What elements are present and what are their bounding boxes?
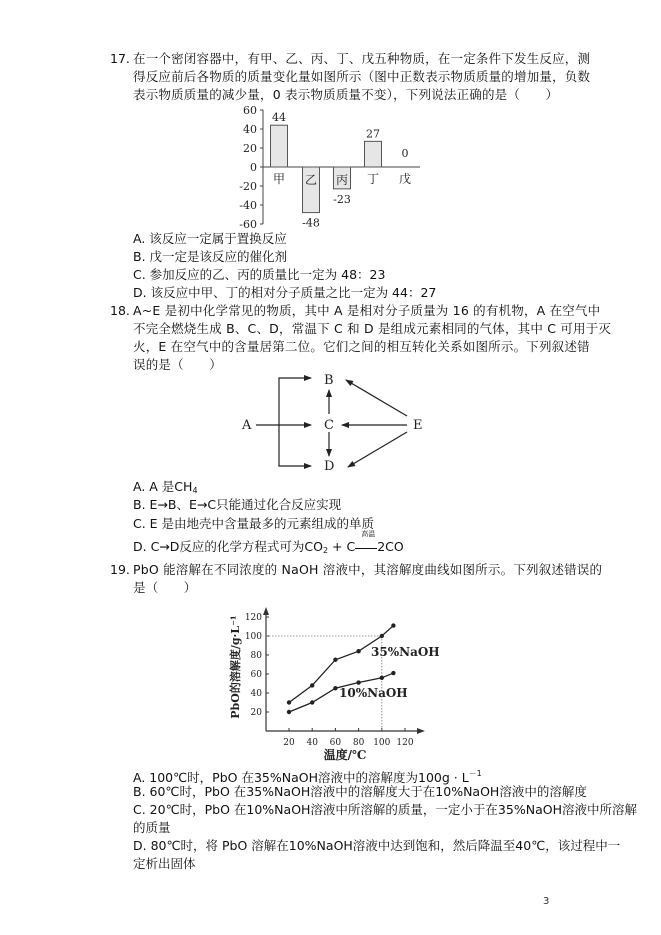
data-point	[391, 671, 395, 675]
question-text-line: 误的是（ ）	[133, 357, 222, 372]
option-c-continued[interactable]: 的质量	[133, 820, 171, 835]
data-label: -23	[333, 192, 351, 206]
question-text-line: 火，E 在空气中的含量居第二位。它们之间的相互转化关系如图所示。下列叙述错	[133, 339, 590, 354]
question-text-line: A~E 是初中化学常见的物质，其中 A 是相对分子质量为 16 的有机物，A 在空气中	[133, 303, 601, 318]
option-b[interactable]: B. 戊一定是该反应的催化剂	[133, 249, 288, 264]
option-d-continued[interactable]: 定析出固体	[133, 856, 196, 871]
option-a[interactable]	[133, 766, 482, 786]
bar-chart	[220, 100, 430, 235]
y-tick-label: 120	[244, 613, 262, 623]
data-point	[310, 700, 314, 704]
option-c[interactable]: C. 参加反应的乙、丙的质量比一定为 48：23	[133, 267, 386, 282]
y-tick-label: 40	[243, 123, 257, 136]
conversion-diagram	[220, 370, 440, 475]
subscript: 4	[192, 486, 198, 495]
option-c[interactable]: C. E 是由地壳中含量最多的元素组成的单质	[133, 516, 375, 531]
question-text-line: 是（ ）	[133, 580, 197, 595]
question-text-line: PbO 能溶解在不同浓度的 NaOH 溶液中，其溶解度曲线如图所示。下列叙述错误的	[133, 562, 603, 577]
y-tick-label: -60	[239, 218, 257, 231]
data-point	[310, 683, 314, 687]
y-tick-label: 100	[244, 632, 262, 642]
condition-label: 高温	[361, 530, 376, 538]
equals-line	[355, 540, 377, 549]
x-tick-label: 40	[306, 738, 318, 748]
option-b[interactable]: B. 60℃时，PbO 在35%NaOH溶液中的溶解度大于在10%NaOH溶液中的溶解度	[133, 784, 587, 799]
category-label: 甲	[272, 172, 286, 186]
y-tick-label: -20	[239, 180, 257, 193]
y-tick-label: 20	[243, 142, 257, 155]
data-point	[287, 710, 291, 714]
question-number: 17.	[110, 51, 130, 66]
category-label: 丙	[335, 173, 349, 187]
y-tick-label: 80	[250, 651, 262, 661]
option-a-text: A. 100℃时，PbO 在35%NaOH溶液中的溶解度为100g · L	[133, 770, 469, 785]
option-a[interactable]: A. 该反应一定属于置换反应	[133, 231, 287, 246]
equation-product: 2CO	[377, 539, 404, 554]
arrow-a-to-b	[279, 378, 311, 425]
option-b[interactable]: B. E→B、E→C只能通过化合反应实现	[133, 497, 342, 512]
data-label: 27	[366, 127, 380, 141]
bar	[365, 141, 382, 167]
category-label: 丁	[366, 172, 380, 186]
question-text-line: 表示物质质量的减少量，0 表示物质质量不变），下列说法正确的是（ ）	[133, 87, 559, 102]
question-number: 19.	[110, 562, 130, 577]
data-point	[380, 634, 384, 638]
y-tick-label: 60	[243, 104, 257, 117]
bar	[271, 125, 288, 167]
x-tick-label: 120	[396, 738, 414, 748]
node-d: D	[324, 459, 335, 474]
data-point	[391, 623, 395, 627]
superscript: －1	[468, 769, 482, 778]
arrow-e-to-d	[348, 432, 407, 467]
data-point	[287, 700, 291, 704]
y-axis-arrow	[263, 607, 269, 615]
node-c: C	[324, 418, 334, 433]
option-c[interactable]: C. 20℃时，PbO 在10%NaOH溶液中所溶解的质量，一定小于在35%NaOH溶液中所溶解	[133, 802, 637, 817]
node-b: B	[324, 373, 334, 388]
y-tick-label: 20	[250, 708, 262, 718]
x-tick-label: 60	[329, 738, 342, 748]
x-tick-label: 20	[283, 738, 295, 748]
node-a: A	[242, 418, 252, 433]
x-tick-label: 80	[352, 738, 365, 748]
y-axis-label: PbO的溶解度/g·L⁻¹	[229, 615, 242, 719]
y-tick-label: 60	[250, 670, 262, 680]
data-point	[356, 649, 360, 653]
option-d[interactable]: D. 该反应中甲、丁的相对分子质量之比一定为 44：27	[133, 285, 437, 300]
x-axis-label: 温度/℃	[323, 748, 367, 762]
y-tick-label: 0	[250, 161, 257, 174]
data-point	[333, 686, 337, 690]
option-d[interactable]: D. 80℃时，将 PbO 溶解在10%NaOH溶液中达到饱和，然后降温至40℃，该过程中一	[133, 838, 621, 853]
arrow-e-to-b	[346, 380, 407, 416]
question-text-line: 得反应前后各物质的质量变化量如图所示（图中正数表示物质质量的增加量，负数	[133, 69, 591, 84]
equation-part: + C	[328, 539, 356, 554]
question-number: 18.	[110, 303, 130, 318]
x-axis-arrow	[417, 728, 425, 734]
data-label: 0	[401, 147, 409, 160]
node-e: E	[413, 418, 423, 433]
y-tick-label: 40	[250, 689, 262, 699]
data-label: 44	[272, 111, 286, 125]
page-number: 3	[543, 896, 550, 907]
category-label: 乙	[304, 173, 318, 187]
data-point	[380, 676, 384, 680]
x-tick-label: 100	[373, 738, 391, 748]
data-point	[333, 658, 337, 662]
option-a[interactable]	[133, 479, 198, 499]
option-d-text: D. C→D反应的化学方程式可为CO	[133, 539, 323, 554]
data-label: -48	[302, 216, 320, 230]
reaction-condition	[355, 530, 377, 555]
category-label: 戊	[398, 172, 412, 186]
data-point	[356, 680, 360, 684]
series-label: 10%NaOH	[339, 686, 408, 700]
series-label: 35%NaOH	[371, 645, 440, 659]
arrow-a-to-d	[279, 425, 311, 466]
y-tick-label: -40	[239, 199, 257, 212]
subscript: 2	[322, 546, 329, 555]
option-a-text: A. A 是CH	[133, 479, 193, 494]
question-text-line: 在一个密闭容器中，有甲、乙、丙、丁、戊五种物质，在一定条件下发生反应，测	[133, 51, 591, 66]
solubility-chart	[225, 595, 440, 765]
option-d[interactable]	[133, 530, 404, 559]
question-text-line: 不完全燃烧生成 B、C、D，常温下 C 和 D 是组成元素相同的气体，其中 C 可用于灭	[133, 321, 612, 336]
